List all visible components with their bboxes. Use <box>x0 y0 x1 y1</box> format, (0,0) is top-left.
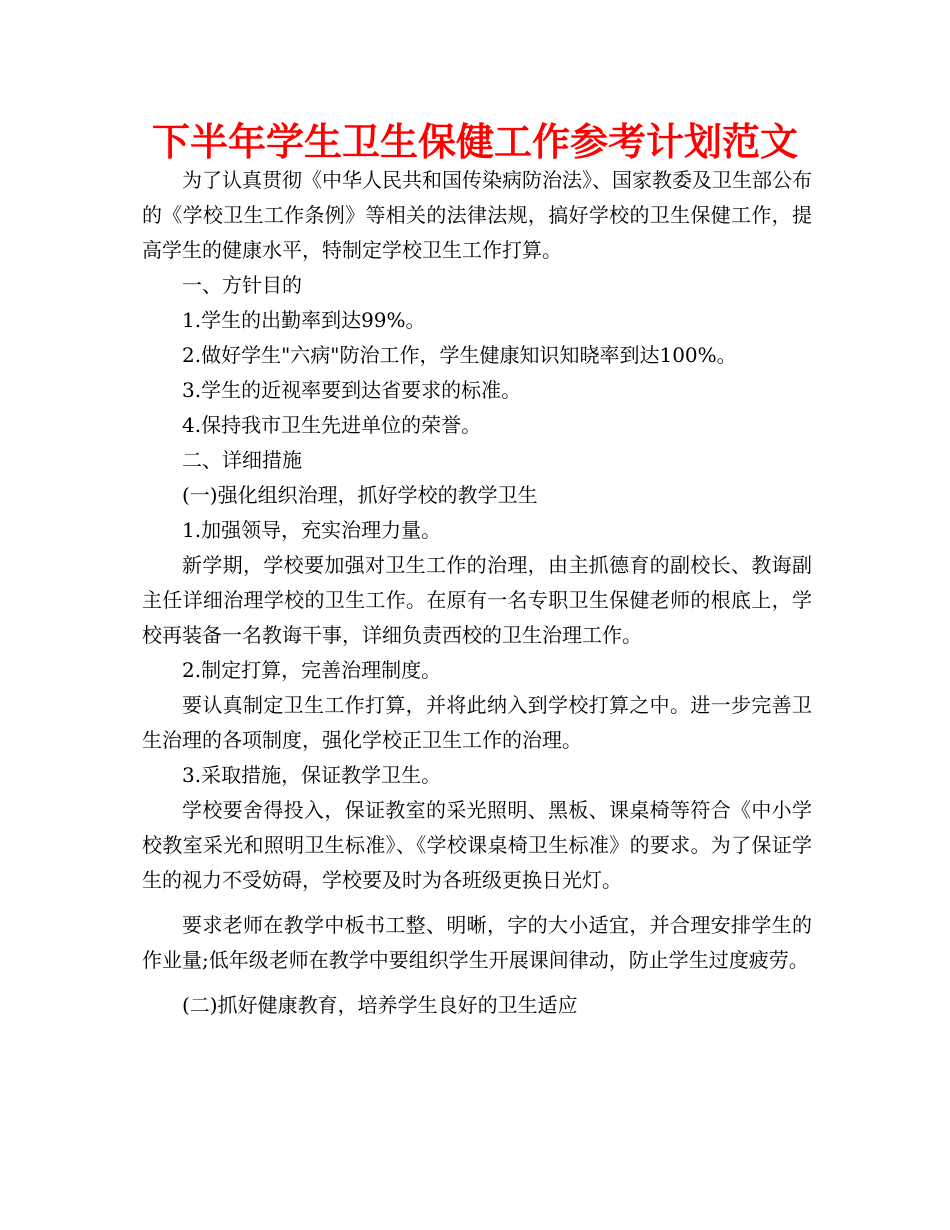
document-title: 下半年学生卫生保健工作参考计划范文 <box>151 120 798 164</box>
goal-item: 4.保持我市卫生先进单位的荣誉。 <box>182 413 482 437</box>
measure-item: 2.制定打算，完善治理制度。 <box>182 658 442 682</box>
paragraph-intro: 为了认真贯彻《中华人民共和国传染病防治法》、国家教委及卫生部公布的《学校卫生工作条例》等相关的法律法规，搞好学校的卫生保健工作，提高学生的健康水平，特制定学校卫生工作打算。 <box>142 168 812 262</box>
measure-item: 3.采取措施，保证教学卫生。 <box>182 763 442 787</box>
subheading-organization: (一)强化组织治理，抓好学校的教学卫生 <box>182 483 538 507</box>
heading-goals: 一、方针目的 <box>182 273 302 297</box>
document-body <box>142 163 812 1023</box>
paragraph: 新学期，学校要加强对卫生工作的治理，由主抓德育的副校长、教诲副主任详细治理学校的卫生工作。在原有一名专职卫生保健老师的根底上，学校再装备一名教诲干事，详细负责西校的卫生治理工作。 <box>142 553 812 647</box>
goal-item: 2.做好学生"六病"防治工作，学生健康知识知晓率到达100%。 <box>182 343 737 367</box>
paragraph: 要认真制定卫生工作打算，并将此纳入到学校打算之中。进一步完善卫生治理的各项制度，强化学校正卫生工作的治理。 <box>142 693 812 752</box>
paragraph: 学校要舍得投入，保证教室的采光照明、黑板、课桌椅等符合《中小学校教室采光和照明卫生标准》、《学校课桌椅卫生标准》的要求。为了保证学生的视力不受妨碍，学校要及时为各班级更换日光灯。 <box>142 798 812 892</box>
heading-measures: 二、详细措施 <box>182 448 302 472</box>
goal-item: 3.学生的近视率要到达省要求的标准。 <box>182 378 522 402</box>
goal-item: 1.学生的出勤率到达99%。 <box>182 308 426 332</box>
subheading-health-education: (二)抓好健康教育，培养学生良好的卫生适应 <box>182 993 578 1017</box>
paragraph: 要求老师在教学中板书工整、明晰，字的大小适宜，并合理安排学生的作业量;低年级老师在教学中要组织学生开展课间律动，防止学生过度疲劳。 <box>142 913 812 972</box>
measure-item: 1.加强领导，充实治理力量。 <box>182 518 442 542</box>
